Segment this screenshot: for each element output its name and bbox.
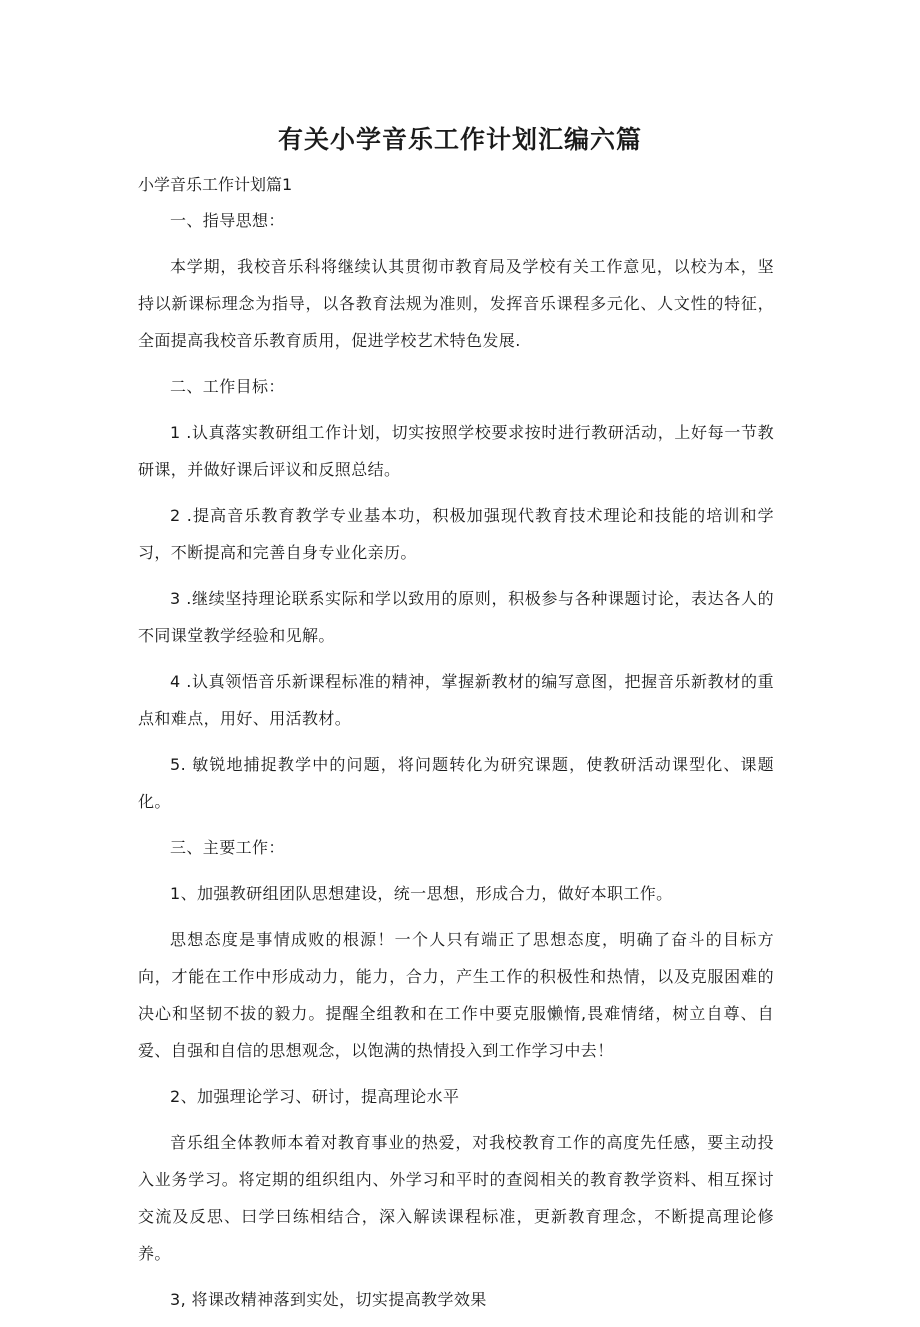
paragraph: 1 .认真落实教研组工作计划，切实按照学校要求按时进行教研活动，上好每一节教研课，并做好课后评议和反照总结。 (138, 423, 774, 479)
document-body (138, 202, 774, 1327)
paragraph: 1、加强教研组团队思想建设，统一思想，形成合力，做好本职工作。 (170, 884, 673, 903)
paragraph: 5. 敏锐地捕捉教学中的问题，将问题转化为研究课题，使教研活动课型化、课题化。 (138, 755, 774, 811)
paragraph: 2、加强理论学习、研讨，提高理论水平 (170, 1087, 460, 1106)
paragraph: 本学期，我校音乐科将继续认其贯彻市教育局及学校有关工作意见，以校为本，坚持以新课标理念为指导，以各教育法规为准则，发挥音乐课程多元化、人文性的特征，全面提高我校音乐教育质用，促进学校艺术特色发展. (138, 257, 774, 350)
paragraph: 一、指导思想： (170, 211, 285, 230)
paragraph: 3, 将课改精神落到实处，切实提高教学效果 (170, 1290, 487, 1309)
paragraph: 2 .提高音乐教育教学专业基本功，积极加强现代教育技术理论和技能的培训和学习，不断提高和完善自身专业化亲历。 (138, 506, 774, 562)
paragraph: 音乐组全体教师本着对教育事业的热爱，对我校教育工作的高度先任感，要主动投入业务学习。将定期的组织组内、外学习和平时的查阅相关的教育教学资料、相互探讨交流及反思、曰学曰练相结合，深入解读课程标准，更新教育理念，不断提高理论修养。 (138, 1133, 774, 1263)
paragraph: 二、工作目标： (170, 377, 285, 396)
document-title: 有关小学音乐工作计划汇编六篇 (277, 125, 642, 154)
paragraph: 思想态度是事情成败的根源！一个人只有端正了思想态度，明确了奋斗的目标方向，才能在工作中形成动力，能力，合力，产生工作的积极性和热情，以及克服困难的决心和坚韧不拔的毅力。提醒全组教和在工作中要克服懒惰,畏难情绪，树立自尊、自爱、自强和自信的思想观念，以饱满的热情投入到工作学习中去！ (138, 930, 774, 1060)
paragraph: 3 .继续坚持理论联系实际和学以致用的原则，积极参与各种课题讨论，表达各人的不同课堂教学经验和见解。 (138, 589, 774, 645)
section-heading: 小学音乐工作计划篇1 (138, 175, 293, 194)
paragraph: 4 .认真领悟音乐新课程标准的精神，掌握新教材的编写意图，把握音乐新教材的重点和难点，用好、用活教材。 (138, 672, 774, 728)
paragraph: 三、主要工作： (170, 838, 285, 857)
